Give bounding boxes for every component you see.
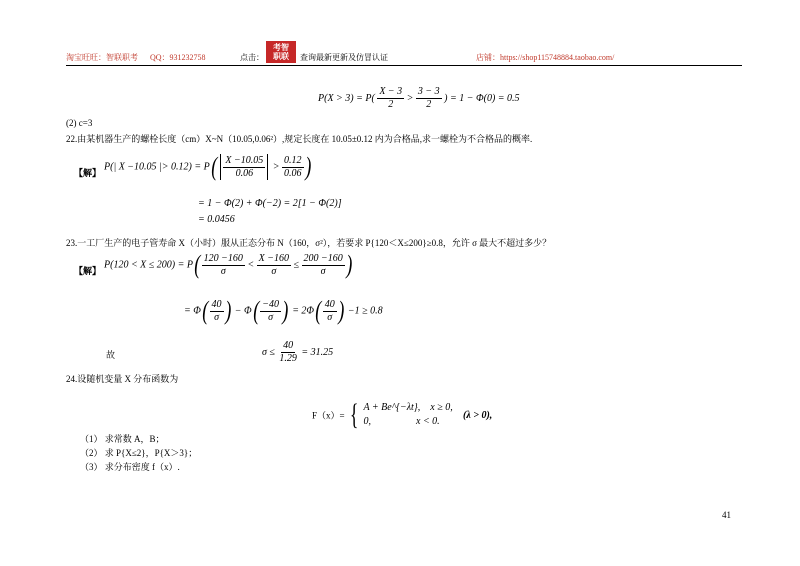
q22-eq-lhs: P(| X −10.05 |> 0.12) = P <box>104 161 210 173</box>
eq-px-gt-3 <box>318 86 520 111</box>
c-answer: (2) c=3 <box>66 118 93 128</box>
q22-equation-1: P(| X −10.05 |> 0.12) = P( $\frac{X -10.05}{0.06}$ > $\frac{0.12}{0.06}$ ) <box>104 152 311 181</box>
solution-label-22: 【解】 <box>74 168 102 178</box>
eq1-gt: > <box>406 92 414 104</box>
q22-equation-3: = 0.0456 <box>198 214 235 225</box>
question-22: 22.由某机器生产的螺栓长度（cm）X~N（10.05,0.06²）,规定长度在 10.05±0.12 内为合格品,求一螺栓为不合格品的概率. <box>66 134 533 144</box>
header-qq: QQ：931232758 <box>150 53 206 62</box>
question-24: 24.设随机变量 X 分布函数为 <box>66 374 179 384</box>
header-store-link[interactable]: 店铺：https://shop115748884.taobao.com/ <box>476 53 615 62</box>
header-query-text: 查询最新更新及仿冒认证 <box>300 53 388 62</box>
sigma-result: σ ≤ $\frac{40}{1.29}$ = 31.25 <box>262 340 334 364</box>
eq1-frac1: $\frac{X - 3}{2}$ <box>379 86 403 110</box>
logo-bottom-text: 职联 <box>273 52 289 61</box>
page-number: 41 <box>722 510 731 520</box>
sub-question-3: （3） 求分布密度 f（x）. <box>80 462 180 472</box>
f-lhs: F（x）= <box>312 410 345 421</box>
logo-top-text: 考智 <box>273 43 289 52</box>
sub-question-2: （2） 求 P{X≤2}，P{X＞3}； <box>80 448 198 458</box>
therefore-label: 故 <box>106 350 116 360</box>
piecewise-function: F（x）= { A + Be^{−λt}, x ≥ 0, 0, x < 0. (λ > 0), <box>312 398 493 431</box>
q23-equation-2: = Φ( $\frac{40}{\sigma}$ ) − Φ( $\frac{-40}{\sigma}$ ) = 2Φ( $\frac{40}{\sigma}$ ) −1 ≥ 0.8 <box>184 296 383 325</box>
eq1-frac2: $\frac{3 - 3}{2}$ <box>417 86 440 110</box>
question-23: 23.一工厂生产的电子管寿命 X（小时）服从正态分布 N（160，σ²），若要求 P{120＜X≤200}≥0.8，允许 σ 最大不超过多少？ <box>66 238 552 248</box>
eq1-rhs: ) = 1 − Φ(0) = 0.5 <box>444 92 520 104</box>
q23-equation-1: P(120 < X ≤ 200) = P( $\frac{120 -160}{\sigma}$ < $\frac{X -160}{\sigma}$ ≤ $\frac{200 -160}{\sigma}$ ) <box>104 250 353 279</box>
header-shop-name: 淘宝旺旺：智联职考 <box>66 53 138 62</box>
lambda-condition: (λ > 0), <box>462 409 493 421</box>
eq1-lhs: P(X > 3) = P( <box>318 92 375 104</box>
header-click-label: 点击： <box>240 53 264 62</box>
q22-equation-2: = 1 − Φ(2) + Φ(−2) = 2[1 − Φ(2)] <box>198 198 342 209</box>
solution-label-23: 【解】 <box>74 266 102 276</box>
brand-logo[interactable] <box>266 41 296 63</box>
sub-question-1: （1） 求常数 A，B； <box>80 434 165 444</box>
header-divider <box>66 65 742 66</box>
